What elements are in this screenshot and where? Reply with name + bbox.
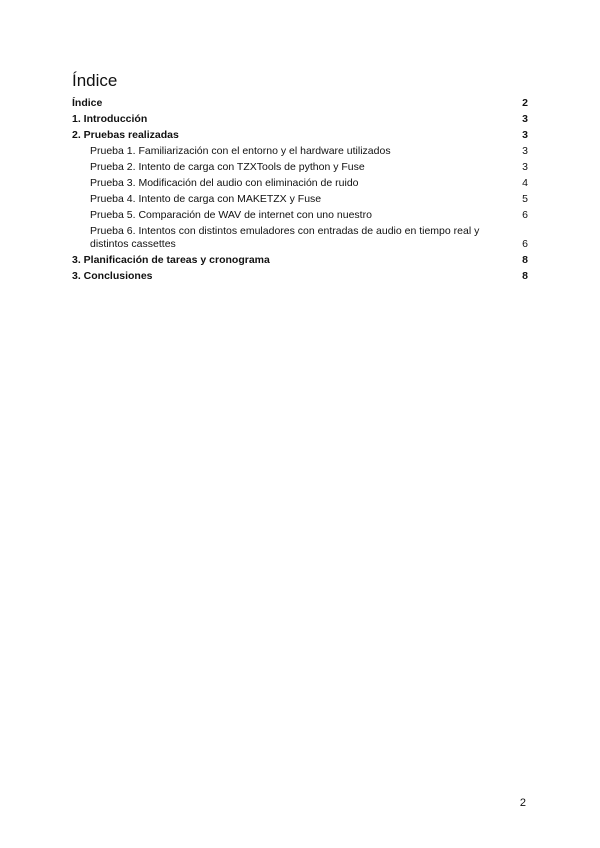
toc-entry-page: 3 [522, 113, 528, 125]
toc-entry-prueba-4[interactable] [72, 193, 528, 206]
toc-entry-page: 2 [522, 97, 528, 109]
toc-entry-page: 8 [522, 270, 528, 282]
toc-entry-title[interactable]: Prueba 6. Intentos con distintos emuladores con entradas de audio en tiempo real y distintos cassettes [90, 225, 480, 250]
toc-entry-introduccion[interactable] [72, 113, 528, 126]
toc-entry-title[interactable]: Prueba 2. Intento de carga con TZXTools de python y Fuse [90, 161, 365, 173]
toc-entry-title[interactable]: Prueba 5. Comparación de WAV de internet con uno nuestro [90, 209, 372, 221]
toc-entry-page: 8 [522, 254, 528, 266]
toc-entry-title[interactable]: Índice [72, 97, 103, 109]
toc-entry-planificacion[interactable] [72, 254, 528, 267]
toc-entry-title[interactable]: Prueba 3. Modificación del audio con eliminación de ruido [90, 177, 359, 189]
toc-entry-prueba-5[interactable] [72, 209, 528, 222]
toc-entry-page: 6 [522, 238, 528, 250]
toc-entry-prueba-1[interactable] [72, 145, 528, 158]
table-of-contents [72, 97, 528, 286]
page-title: Índice [72, 71, 118, 90]
toc-entry-prueba-2[interactable] [72, 161, 528, 174]
toc-entry-page: 4 [522, 177, 528, 189]
toc-entry-page: 3 [522, 145, 528, 157]
toc-entry-indice[interactable] [72, 97, 528, 110]
toc-entry-title[interactable]: 3. Planificación de tareas y cronograma [72, 254, 270, 266]
toc-entry-title[interactable]: Prueba 1. Familiarización con el entorno y el hardware utilizados [90, 145, 391, 157]
toc-entry-page: 3 [522, 129, 528, 141]
toc-entry-title[interactable]: 2. Pruebas realizadas [72, 129, 179, 141]
toc-entry-page: 3 [522, 161, 528, 173]
toc-entry-prueba-3[interactable] [72, 177, 528, 190]
toc-entry-title[interactable]: 3. Conclusiones [72, 270, 153, 282]
toc-entry-page: 6 [522, 209, 528, 221]
toc-entry-page: 5 [522, 193, 528, 205]
toc-entry-title[interactable]: Prueba 4. Intento de carga con MAKETZX y Fuse [90, 193, 322, 205]
toc-entry-title[interactable]: 1. Introducción [72, 113, 148, 125]
page-number: 2 [519, 797, 526, 809]
toc-entry-conclusiones[interactable] [72, 270, 528, 283]
toc-entry-pruebas-realizadas[interactable] [72, 129, 528, 142]
toc-entry-prueba-6[interactable] [72, 225, 528, 251]
